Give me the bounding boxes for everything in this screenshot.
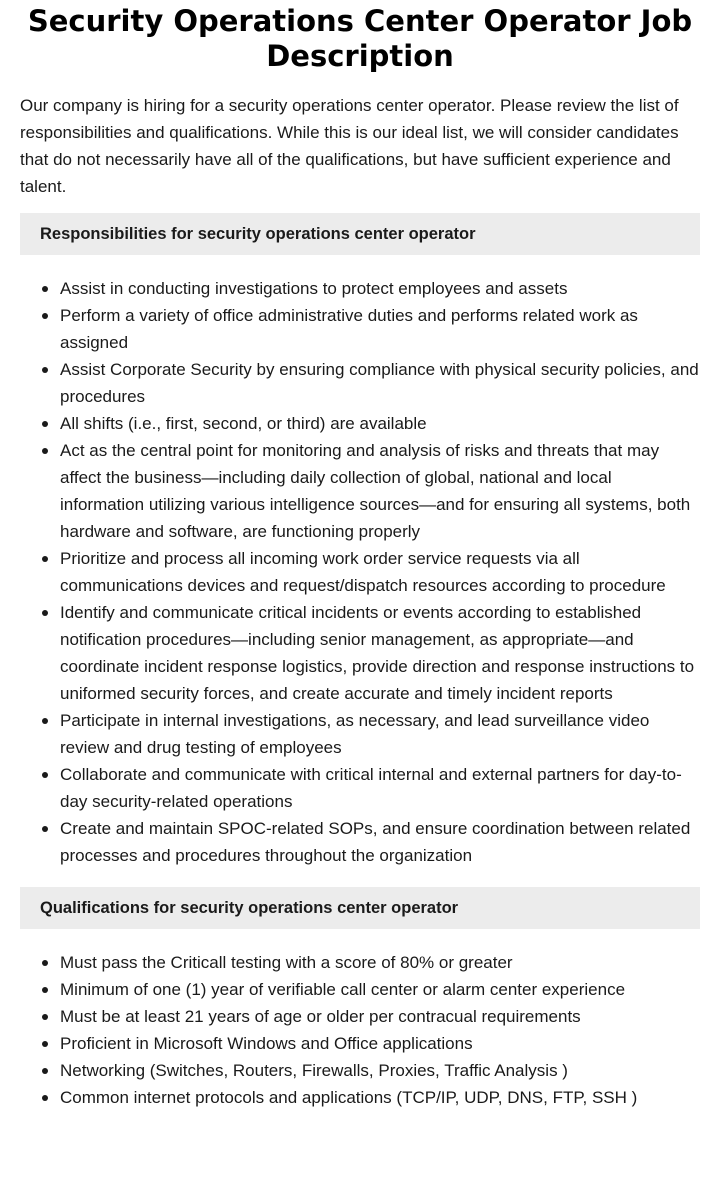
list-item: All shifts (i.e., first, second, or third) are available (20, 410, 700, 437)
list-item: Assist Corporate Security by ensuring compliance with physical security policies, and procedures (20, 356, 700, 410)
page-title: Security Operations Center Operator Job Description (27, 4, 693, 73)
list-item: Collaborate and communicate with critical internal and external partners for day-to-day security-related operations (20, 761, 700, 815)
list-item: Create and maintain SPOC-related SOPs, and ensure coordination between related processes and procedures throughout the organization (20, 815, 700, 869)
list-item: Must be at least 21 years of age or older per contracual requirements (20, 1003, 700, 1030)
list-item: Identify and communicate critical incidents or events according to established notification procedures—including senior management, as appropriate—and coordinate incident response logistics, provide direction and response instructions to uniformed security forces, and create accurate and timely incident reports (20, 599, 700, 707)
list-item: Must pass the Criticall testing with a score of 80% or greater (20, 949, 700, 976)
list-item: Perform a variety of office administrative duties and performs related work as assigned (20, 302, 700, 356)
list-item: Minimum of one (1) year of verifiable call center or alarm center experience (20, 976, 700, 1003)
intro-paragraph: Our company is hiring for a security operations center operator. Please review the list of responsibilities and qualifications. While this is our ideal list, we will consider candidates that do not necessarily have all of the qualifications, but have sufficient experience and talent. (20, 96, 679, 196)
list-item: Proficient in Microsoft Windows and Office applications (20, 1030, 700, 1057)
list-item: Common internet protocols and applications (TCP/IP, UDP, DNS, FTP, SSH ) (20, 1084, 700, 1111)
list-item: Act as the central point for monitoring and analysis of risks and threats that may affect the business—including daily collection of global, national and local information utilizing various intelligence sources—and for ensuring all systems, both hardware and software, are functioning properly (20, 437, 700, 545)
responsibilities-header (20, 213, 700, 255)
list-item: Participate in internal investigations, as necessary, and lead surveillance video review and drug testing of employees (20, 707, 700, 761)
list-item: Prioritize and process all incoming work order service requests via all communications devices and request/dispatch resources according to procedure (20, 545, 700, 599)
qualifications-heading: Qualifications for security operations center operator (40, 898, 459, 917)
qualifications-header (20, 887, 700, 929)
qualifications-list (20, 929, 700, 1111)
responsibilities-heading: Responsibilities for security operations center operator (40, 224, 476, 243)
responsibilities-list (20, 255, 700, 869)
list-item: Networking (Switches, Routers, Firewalls, Proxies, Traffic Analysis ) (20, 1057, 700, 1084)
list-item: Assist in conducting investigations to protect employees and assets (20, 275, 700, 302)
